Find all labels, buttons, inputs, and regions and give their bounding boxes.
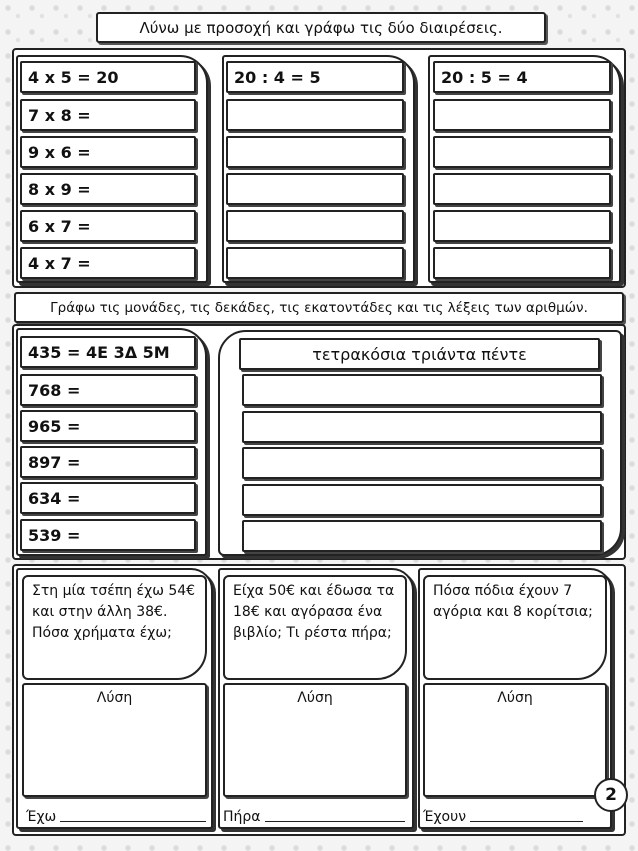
answer-label-1: Έχω bbox=[26, 809, 57, 825]
number-cell: 965 = bbox=[20, 410, 196, 442]
division-answer-field[interactable] bbox=[433, 210, 611, 242]
multiplication-cell: 9 x 6 = bbox=[20, 136, 196, 168]
number-words-field[interactable] bbox=[242, 520, 602, 552]
number-cell: 897 = bbox=[20, 446, 196, 478]
number-cell: 768 = bbox=[20, 374, 196, 406]
answer-line-3[interactable] bbox=[423, 803, 583, 825]
division-answer-field[interactable] bbox=[226, 173, 404, 205]
division-answer-field[interactable] bbox=[433, 247, 611, 279]
division-answer-field[interactable] bbox=[433, 99, 611, 131]
number-cell: 634 = bbox=[20, 482, 196, 514]
division-answer-field[interactable] bbox=[433, 136, 611, 168]
division-answer-field[interactable] bbox=[226, 136, 404, 168]
answer-underline bbox=[265, 820, 405, 822]
page-number-badge: 2 bbox=[594, 778, 628, 812]
answer-underline bbox=[470, 820, 583, 822]
answer-line-2[interactable] bbox=[223, 803, 405, 825]
number-words-field[interactable] bbox=[242, 484, 602, 516]
division-answer-field[interactable] bbox=[226, 99, 404, 131]
answer-underline bbox=[60, 820, 206, 822]
division-cell: 20 : 4 = 5 bbox=[226, 61, 404, 93]
number-cell: 539 = bbox=[20, 519, 196, 551]
solution-label-1: Λύση bbox=[96, 690, 133, 706]
problem-question-3: Πόσα πόδια έχουν 7 αγόρια και 8 κορίτσια; bbox=[423, 575, 607, 680]
division-answer-field[interactable] bbox=[226, 210, 404, 242]
multiplication-cell: 8 x 9 = bbox=[20, 173, 196, 205]
division-answer-field[interactable] bbox=[226, 247, 404, 279]
division-answer-field[interactable] bbox=[433, 173, 611, 205]
number-words-field[interactable] bbox=[242, 374, 602, 406]
answer-line-1[interactable] bbox=[26, 803, 206, 825]
problem-question-2: Είχα 50€ και έδωσα τα 18€ και αγόρασα ένα βιβλίο; Τι ρέστα πήρα; bbox=[223, 575, 407, 680]
solution-label-2: Λύση bbox=[297, 690, 333, 706]
answer-label-2: Πήρα bbox=[223, 809, 261, 825]
solution-label-3: Λύση bbox=[497, 690, 533, 706]
title-place-value-exercise: Γράφω τις μονάδες, τις δεκάδες, τις εκατοντάδες και τις λέξεις των αριθμών. bbox=[14, 292, 624, 323]
title-division-exercise: Λύνω με προσοχή και γράφω τις δύο διαιρέσεις. bbox=[96, 12, 546, 43]
number-words-cell: τετρακόσια τριάντα πέντε bbox=[239, 338, 600, 370]
number-words-field[interactable] bbox=[242, 411, 602, 443]
multiplication-cell: 7 x 8 = bbox=[20, 99, 196, 131]
division-cell: 20 : 5 = 4 bbox=[433, 61, 611, 93]
number-words-field[interactable] bbox=[242, 447, 602, 479]
multiplication-cell: 4 x 5 = 20 bbox=[20, 61, 196, 93]
number-cell: 435 = 4Ε 3Δ 5Μ bbox=[20, 336, 196, 368]
multiplication-cell: 6 x 7 = bbox=[20, 210, 196, 242]
multiplication-cell: 4 x 7 = bbox=[20, 247, 196, 279]
problem-question-1: Στη μία τσέπη έχω 54€ και στην άλλη 38€. Πόσα χρήματα έχω; bbox=[22, 575, 207, 680]
answer-label-3: Έχουν bbox=[423, 809, 467, 825]
